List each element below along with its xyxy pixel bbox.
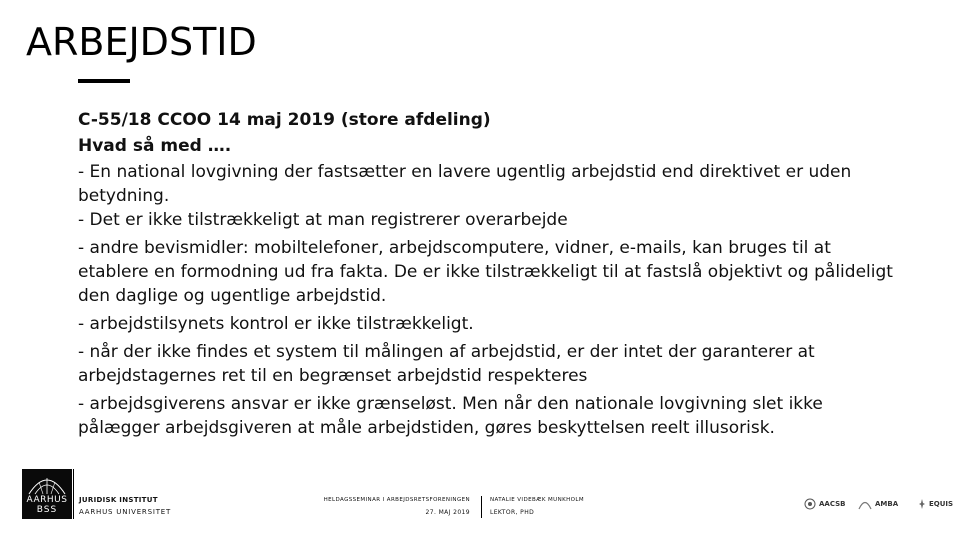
amba-accreditation <box>858 498 898 510</box>
equis-star-icon <box>918 498 926 510</box>
title-underline <box>78 79 130 83</box>
bullet-5: - når der ikke findes et system til målingen af arbejdstid, er der intet der garanterer at arbejdstagernes ret til en begrænset arbejdstid respekteres <box>78 342 815 386</box>
aacsb-accreditation <box>804 498 845 510</box>
footer-divider <box>481 496 482 518</box>
institute-name: JURIDISK INSTITUT <box>79 496 158 504</box>
speaker-title: LEKTOR, PHD <box>490 509 535 516</box>
speaker-name: NATALIE VIDEBÆK MUNKHOLM <box>490 497 585 503</box>
aacsb-seal-icon <box>804 498 816 510</box>
bullet-6: - arbejdsgiverens ansvar er ikke grænseløst. Men når den nationale lovgivning slet ikke pålægger arbejdsgiveren at måle arbejdstiden, gøres beskyttelsen reelt illusorisk. <box>78 394 823 438</box>
equis-label: EQUIS <box>929 500 954 508</box>
university-seal-icon <box>27 472 67 496</box>
lead-question: Hvad så med …. <box>78 136 232 156</box>
university-name: AARHUS UNIVERSITET <box>79 508 172 516</box>
logo-divider <box>73 469 74 519</box>
case-reference: C-55/18 CCOO 14 maj 2019 (store afdeling) <box>78 110 491 130</box>
bullet-1: - En national lovgivning der fastsætter en lavere ugentlig arbejdstid end direktivet er uden betydning. <box>78 162 852 206</box>
bullet-2: - Det er ikke tilstrækkeligt at man registrerer overarbejde <box>78 210 568 230</box>
amba-swirl-icon <box>858 498 872 510</box>
aarhus-bss-logo <box>22 469 72 519</box>
event-date: 27. MAJ 2019 <box>425 509 470 516</box>
logo-text-aarhus: AARHUS <box>26 495 68 505</box>
equis-accreditation <box>918 498 953 510</box>
amba-label: AMBA <box>875 500 899 508</box>
aacsb-label: AACSB <box>819 500 846 508</box>
slide-title: ARBEJDSTID <box>26 20 257 64</box>
slide-body <box>78 108 898 444</box>
event-name: HELDAGSSEMINAR I ARBEJDSRETSFORENINGEN <box>323 497 470 503</box>
logo-text-bss: BSS <box>36 505 58 515</box>
bullet-4: - arbejdstilsynets kontrol er ikke tilstrækkeligt. <box>78 314 474 334</box>
bullet-3: - andre bevismidler: mobiltelefoner, arbejdscomputere, vidner, e-mails, kan bruges til at etablere en formodning ud fra fakta. De er ikke tilstrækkeligt til at fastslå objektivt og pålideligt den daglige og ugentlige arbejdstid. <box>78 238 893 306</box>
